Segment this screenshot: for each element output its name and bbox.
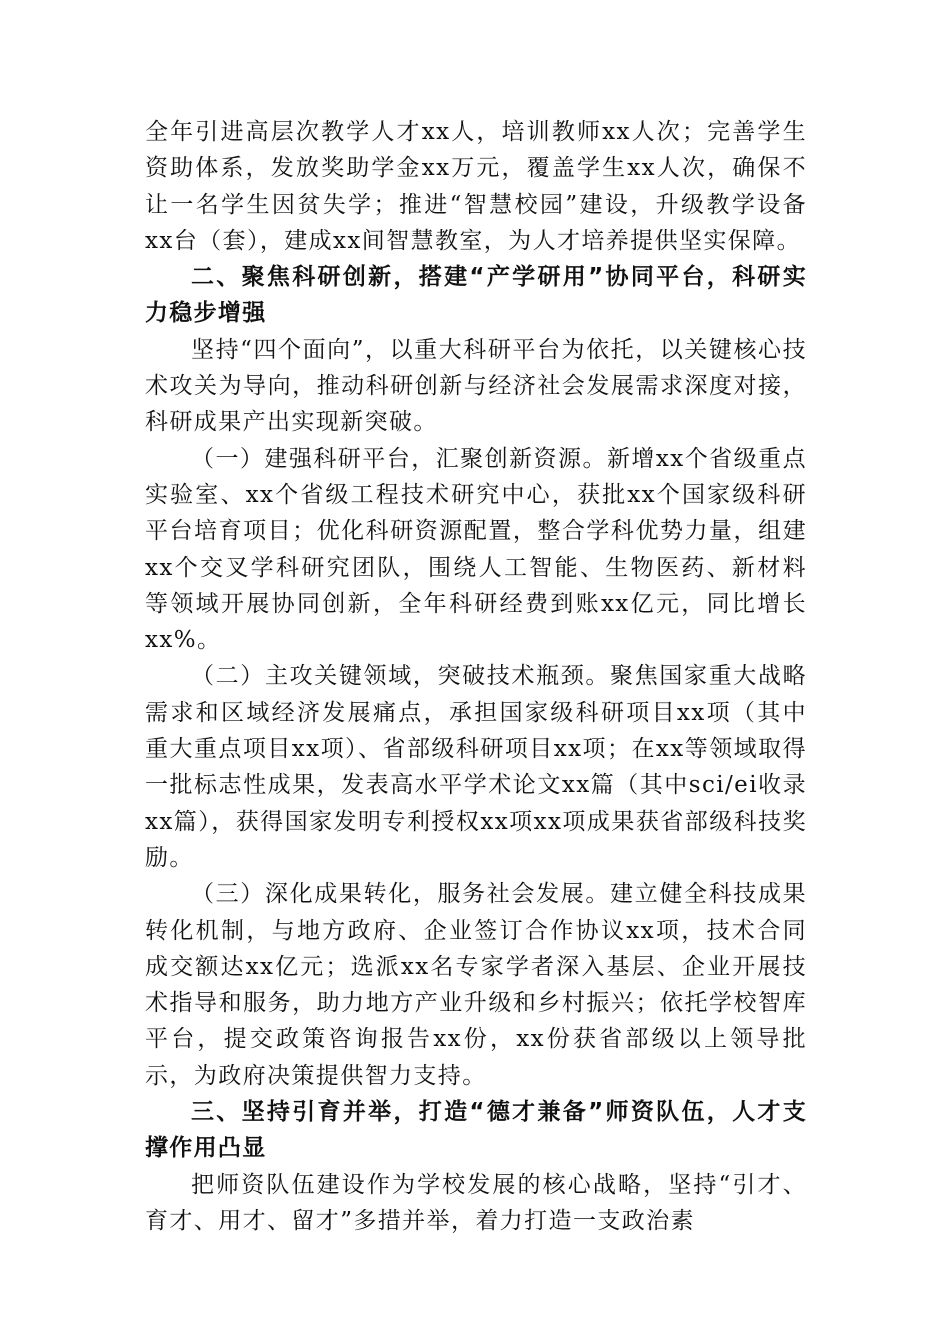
subsection-title-3: （三）深化成果转化，服务社会发展。 <box>191 881 611 908</box>
paragraph-section-3-intro: 把师资队伍建设作为学校发展的核心战略，坚持“引才、育才、用才、留才”多措并举，着力打造一支政治素 <box>145 1171 807 1234</box>
section-heading-3: 三、坚持引育并举，打造“德才兼备”师资队伍，人才支撑作用凸显 <box>145 1099 807 1162</box>
paragraph-subsection-2 <box>145 658 807 876</box>
subsection-text-1: 新增xx个省级重点实验室、xx个省级工程技术研究中心，获批xx个国家级科研平台培育项目；优化科研资源配置，整合学科优势力量，组建xx个交叉学科研究团队，围绕人工智能、生物医药、新材料等领域开展协同创新，全年科研经费到账xx亿元，同比增长xx%。 <box>145 445 807 654</box>
subsection-title-2: （二）主攻关键领域，突破技术瓶颈。 <box>191 663 611 690</box>
paragraph-section-2-intro: 坚持“四个面向”，以重大科研平台为依托，以关键核心技术攻关为导向，推动科研创新与经济社会发展需求深度对接，科研成果产出实现新突破。 <box>145 336 807 436</box>
subsection-text-3: 建立健全科技成果转化机制，与地方政府、企业签订合作协议xx项，技术合同成交额达xx亿元；选派xx名专家学者深入基层、企业开展技术指导和服务，助力地方产业升级和乡村振兴；依托学校智库平台，提交政策咨询报告xx份，xx份获省部级以上领导批示，为政府决策提供智力支持。 <box>145 881 807 1089</box>
paragraph-subsection-3 <box>145 876 807 1094</box>
paragraph-continuation: 全年引进高层次教学人才xx人，培训教师xx人次；完善学生资助体系，发放奖助学金xx万元，覆盖学生xx人次，确保不让一名学生因贫失学；推进“智慧校园”建设，升级教学设备xx台（套），建成xx间智慧教室，为人才培养提供坚实保障。 <box>145 119 807 254</box>
document-body <box>145 114 807 1239</box>
subsection-title-1: （一）建强科研平台，汇聚创新资源。 <box>191 445 607 472</box>
section-heading-2: 二、聚焦科研创新，搭建“产学研用”协同平台，科研实力稳步增强 <box>145 264 807 327</box>
subsection-text-2: 聚焦国家重大战略需求和区域经济发展痛点，承担国家级科研项目xx项（其中重大重点项目xx项）、省部级科研项目xx项；在xx等领域取得一批标志性成果，发表高水平学术论文xx篇（其中sci/ei收录xx篇），获得国家发明专利授权xx项xx项成果获省部级科技奖励。 <box>145 663 807 871</box>
paragraph-subsection-1 <box>145 441 807 659</box>
